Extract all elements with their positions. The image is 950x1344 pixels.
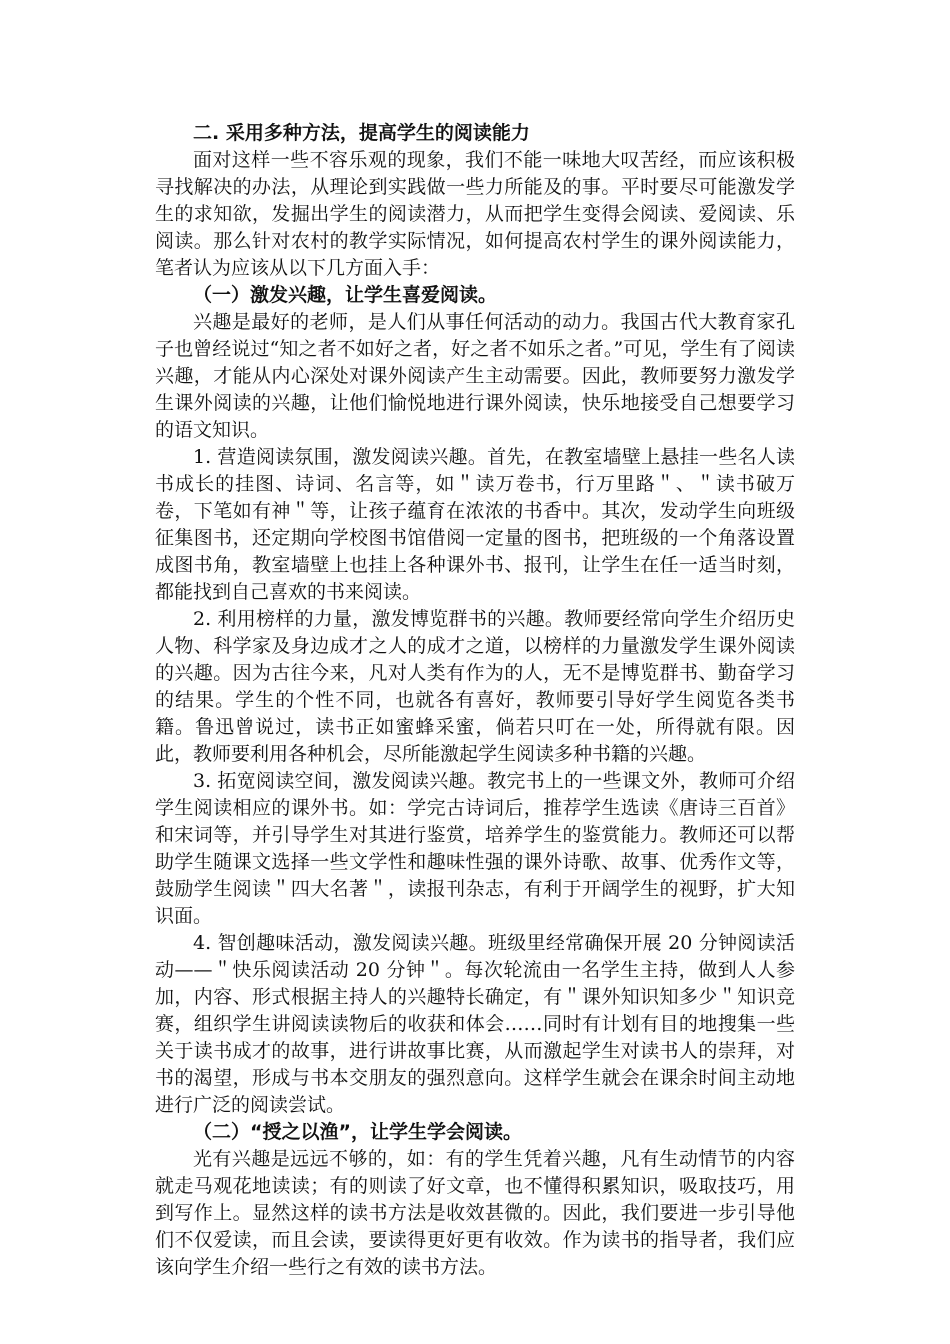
subsection-heading-2: （二）“授之以渔”，让学生学会阅读。 bbox=[193, 1121, 522, 1143]
paragraph-interest: 兴趣是最好的老师，是人们从事任何活动的动力。我国古代大教育家孔子也曾经说过“知之者不如好之者，好之者不如乐之者。”可见，学生有了阅读兴趣，才能从内心深处对课外阅读产生主动需要。因此，教师要努力激发学生课外阅读的兴趣，让他们愉悦地进行课外阅读，快乐地接受自己想要学习的语文知识。 bbox=[155, 311, 795, 441]
paragraph-item-4: 4. 智创趣味活动，激发阅读兴趣。班级里经常确保开展 20 分钟阅读活动——＂快乐阅读活动 20 分钟＂。每次轮流由一名学生主持，做到人人参加，内容、形式根据主持人的兴趣特长确定，有＂课外知识知多少＂知识竞赛，组织学生讲阅读读物后的收获和体会……同时有计划有目的地搜集一些关于读书成才的故事，进行讲故事比赛，从而激起学生对读书人的崇拜，对书的渴望，形成与书本交朋友的强烈意向。这样学生就会在课余时间主动地进行广泛的阅读尝试。 bbox=[155, 932, 795, 1116]
paragraph-item-3: 3. 拓宽阅读空间，激发阅读兴趣。教完书上的一些课文外，教师可介绍学生阅读相应的课外书。如：学完古诗词后，推荐学生选读《唐诗三百首》和宋词等，并引导学生对其进行鉴赏，培养学生的鉴赏能力。教师还可以帮助学生随课文选择一些文学性和趣味性强的课外诗歌、故事、优秀作文等，鼓励学生阅读＂四大名著＂，读报刊杂志，有利于开阔学生的视野，扩大知识面。 bbox=[155, 770, 795, 927]
document-body bbox=[155, 120, 795, 1281]
paragraph-intro: 面对这样一些不容乐观的现象，我们不能一味地大叹苦经，而应该积极寻找解决的办法，从理论到实践做一些力所能及的事。平时要尽可能激发学生的求知欲，发掘出学生的阅读潜力，从而把学生变得会阅读、爱阅读、乐阅读。那么针对农村的教学实际情况，如何提高农村学生的课外阅读能力，笔者认为应该从以下几方面入手： bbox=[155, 149, 795, 279]
paragraph-item-1: 1. 营造阅读氛围，激发阅读兴趣。首先，在教室墙壁上悬挂一些名人读书成长的挂图、诗词、名言等，如＂读万卷书，行万里路＂、＂读书破万卷，下笔如有神＂等，让孩子蕴育在浓浓的书香中。其次，发动学生向班级征集图书，还定期向学校图书馆借阅一定量的图书，把班级的一个角落设置成图书角，教室墙壁上也挂上各种课外书、报刊，让学生在任一适当时刻，都能找到自己喜欢的书来阅读。 bbox=[155, 446, 795, 603]
section-heading: 二. 采用多种方法，提高学生的阅读能力 bbox=[193, 122, 530, 144]
subsection-heading-1: （一）激发兴趣，让学生喜爱阅读。 bbox=[193, 284, 498, 306]
paragraph-item-2: 2. 利用榜样的力量，激发博览群书的兴趣。教师要经常向学生介绍历史人物、科学家及身边成才之人的成才之道，以榜样的力量激发学生课外阅读的兴趣。因为古往今来，凡对人类有作为的人，无不是博览群书、勤奋学习的结果。学生的个性不同，也就各有喜好，教师要引导好学生阅览各类书籍。鲁迅曾说过，读书正如蜜蜂采蜜，倘若只叮在一处，所得就有限。因此，教师要利用各种机会，尽所能激起学生阅读多种书籍的兴趣。 bbox=[155, 608, 795, 765]
paragraph-methods: 光有兴趣是远远不够的，如：有的学生凭着兴趣，凡有生动情节的内容就走马观花地读读；有的则读了好文章，也不懂得积累知识，吸取技巧，用到写作上。显然这样的读书方法是收效甚微的。因此，我们要进一步引导他们不仅爱读，而且会读，要读得更好更有收效。作为读书的指导者，我们应该向学生介绍一些行之有效的读书方法。 bbox=[155, 1148, 795, 1278]
